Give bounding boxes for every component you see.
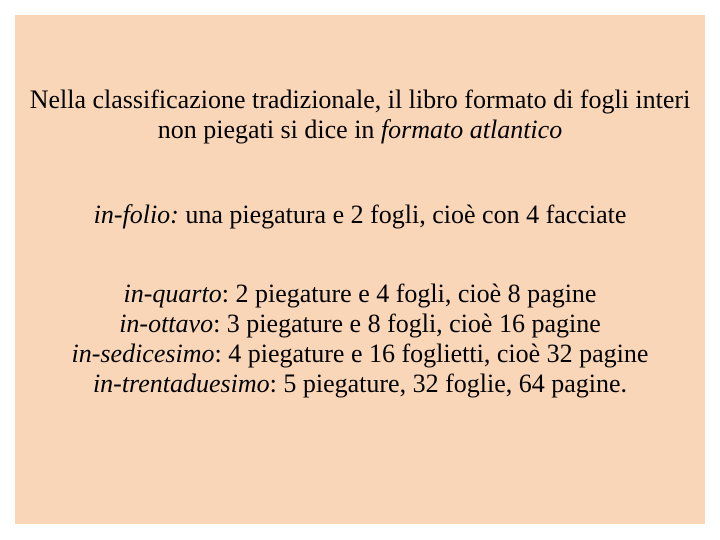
format-item-in-quarto — [15, 279, 705, 309]
slide — [15, 15, 705, 524]
format-term: in-quarto — [123, 279, 222, 308]
format-desc: : 4 piegature e 16 foglietti, cioè 32 pagine — [214, 339, 649, 368]
format-desc: : 3 piegature e 8 fogli, cioè 16 pagine — [213, 309, 601, 338]
format-desc: : 2 piegature e 4 fogli, cioè 8 pagine — [221, 279, 597, 308]
intro-text: Nella classificazione tradizionale, il libro formato di fogli interi non piegati si dice in — [29, 85, 691, 144]
format-item-in-sedicesimo — [15, 339, 705, 369]
format-term: in-folio: — [93, 200, 179, 229]
format-desc: una piegatura e 2 fogli, cioè con 4 facciate — [178, 200, 627, 229]
format-desc: : 5 piegature, 32 foglie, 64 pagine. — [269, 369, 628, 398]
intro-paragraph — [15, 85, 705, 145]
format-list — [15, 279, 705, 399]
format-item-in-ottavo — [15, 309, 705, 339]
format-term: in-trentaduesimo — [92, 369, 270, 398]
format-item-in-folio — [15, 200, 705, 230]
format-item-in-trentaduesimo — [15, 369, 705, 399]
intro-term: formato atlantico — [380, 115, 563, 144]
format-term: in-ottavo — [119, 309, 214, 338]
format-term: in-sedicesimo — [71, 339, 215, 368]
